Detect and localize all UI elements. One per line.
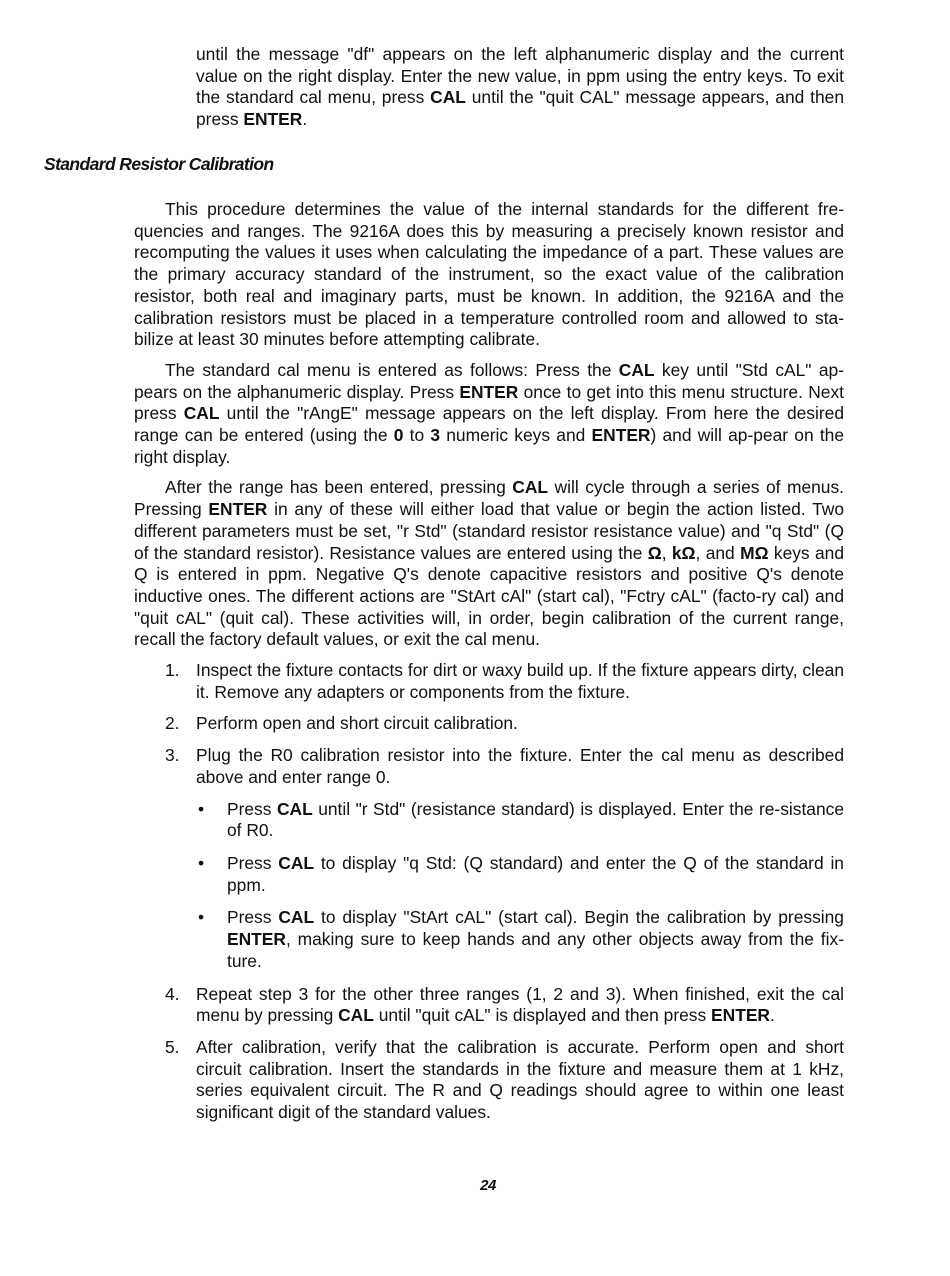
key-kohm: kΩ bbox=[671, 542, 696, 563]
step-text: Perform open and short circuit calibration. bbox=[196, 713, 518, 734]
para-text: until the "rAngE" message appears on the left display. From here the desired range can be entered (using the bbox=[134, 403, 845, 446]
bullet-text-part: until "r Std" (resistance standard) is displayed. Enter the re-sistance of R0. bbox=[227, 798, 844, 841]
step-number: 3. bbox=[165, 745, 180, 766]
step-text: After calibration, verify that the calibration is accurate. Perform open and short circuit calibration. Insert the standards in the fixture and measure them at 1 kHz, series equivalent circuit. The R and Q readings should agree to within one least significant digit of the standard values. bbox=[196, 1036, 844, 1123]
para-text: , and bbox=[695, 542, 741, 563]
key-cal: CAL bbox=[512, 477, 549, 498]
para-text: numeric keys and bbox=[440, 425, 592, 446]
bullet-text bbox=[227, 907, 844, 972]
bullet-text-part: , making sure to keep hands and any other objects away from the fix-ture. bbox=[227, 929, 844, 971]
step-item bbox=[134, 660, 844, 703]
para-text: once to get into this menu structure. Next press bbox=[134, 381, 844, 424]
intro-text: until the "quit CAL" message appears, and then press bbox=[196, 87, 844, 130]
key-cal: CAL bbox=[430, 87, 466, 108]
key-enter: ENTER bbox=[591, 425, 651, 446]
numbered-steps bbox=[134, 660, 844, 1124]
intro-text: until the message "df" appears on the left alphanumeric display and the current value on the right display. Enter the new value, in ppm using the entry keys. To exit the standard cal menu, press bbox=[196, 44, 844, 108]
bullet-list bbox=[196, 799, 844, 973]
bullet-item bbox=[196, 907, 844, 972]
bullet-text-part: to display "q Std: (Q standard) and enter the Q of the standard in ppm. bbox=[227, 852, 844, 895]
step-text: Plug the R0 calibration resistor into the fixture. Enter the cal menu as described above and enter range 0. bbox=[196, 745, 844, 787]
step-item bbox=[134, 745, 844, 972]
step-item bbox=[134, 984, 844, 1027]
key-cal: CAL bbox=[183, 403, 220, 424]
bullet-item bbox=[196, 799, 844, 842]
bullet-text bbox=[227, 799, 844, 842]
key-cal: CAL bbox=[276, 798, 313, 819]
page-number: 24 bbox=[480, 1177, 496, 1194]
bullet-marker: • bbox=[198, 798, 205, 819]
para-text: key until "Std cAL" ap-pears on the alphanumeric display. Press bbox=[134, 359, 844, 402]
bullet-marker: • bbox=[198, 852, 205, 873]
bullet-text-part: Press bbox=[227, 798, 277, 819]
intro-text: . bbox=[302, 109, 308, 130]
key-cal: CAL bbox=[338, 1005, 374, 1026]
step-number: 2. bbox=[165, 713, 180, 734]
key-mohm: MΩ bbox=[740, 542, 769, 563]
step-item bbox=[134, 713, 844, 735]
bullet-text-part: Press bbox=[227, 907, 279, 928]
key-0: 0 bbox=[393, 425, 404, 446]
bullet-marker: • bbox=[198, 907, 205, 928]
paragraph-procedure: This procedure determines the value of the internal standards for the different fre-quencies and ranges. The 9216A does this by measuring a precisely known resistor and recomputing the values it uses when calculating the impedance of a part. These values are the primary accuracy standard of the instrument, so the exact value of the calibration resistor, both real and imaginary parts, must be known. In addition, the 9216A and the calibration resistors must be placed in a temperature controlled room and allowed to sta-bilize at least 30 minutes before attempting calibrate. bbox=[134, 199, 844, 350]
bullet-text-part: to display "StArt cAL" (start cal). Begin the calibration by pressing bbox=[314, 907, 844, 928]
step-item bbox=[134, 1037, 844, 1124]
step-number: 1. bbox=[165, 660, 180, 681]
para-text: will cycle through a series of menus. Pressing bbox=[134, 477, 844, 520]
para-text: ) and will ap-pear on the right display. bbox=[134, 425, 845, 467]
step-text: Inspect the fixture contacts for dirt or waxy build up. If the fixture appears dirty, clean it. Remove any adapters or components from the fixture. bbox=[196, 660, 844, 702]
section-body bbox=[134, 199, 844, 1134]
key-enter: ENTER bbox=[711, 1005, 770, 1026]
key-enter: ENTER bbox=[459, 381, 519, 402]
step-text bbox=[196, 984, 844, 1027]
key-enter: ENTER bbox=[243, 109, 303, 130]
paragraph-menu-cycle bbox=[134, 477, 844, 651]
intro-paragraph bbox=[196, 44, 844, 131]
step-number: 4. bbox=[165, 983, 180, 1004]
bullet-text bbox=[227, 853, 844, 896]
paragraph-menu-entry bbox=[134, 360, 844, 469]
bullet-text-part: Press bbox=[227, 852, 279, 873]
key-cal: CAL bbox=[618, 359, 655, 380]
para-text: to bbox=[403, 425, 431, 446]
key-enter: ENTER bbox=[227, 929, 286, 950]
para-text: After the range has been entered, pressing bbox=[165, 477, 513, 498]
step-text-part: Repeat step 3 for the other three ranges (1, 2 and 3). When finished, exit the cal menu by pressing bbox=[196, 983, 844, 1026]
para-text: keys and Q is entered in ppm. Negative Q's denote capacitive resistors and positive Q's denote inductive ones. The different actions are "StArt cAl" (start cal), "Fctry cAL" (facto-ry cal) and "quit cAL" (quit cal). These activities will, in order, begin calibration of the current range, recall the factory default values, or exit the cal menu. bbox=[134, 542, 845, 650]
step-number: 5. bbox=[165, 1036, 180, 1057]
section-heading: Standard Resistor Calibration bbox=[44, 154, 274, 174]
key-cal: CAL bbox=[278, 907, 315, 928]
para-text: The standard cal menu is entered as follows: Press the bbox=[165, 359, 619, 380]
key-ohm: Ω bbox=[647, 542, 662, 563]
bullet-item bbox=[196, 853, 844, 896]
para-text: in any of these will either load that value or begin the action listed. Two different parameters must be set, "r Std" (standard resistor resistance value) and "q Std" (Q of the standard resistor). Resistance values are entered using the bbox=[134, 499, 844, 563]
key-enter: ENTER bbox=[208, 499, 268, 520]
step-text-part: . bbox=[769, 1005, 775, 1026]
key-cal: CAL bbox=[278, 852, 315, 873]
para-text: , bbox=[661, 542, 672, 563]
step-text-part: until "quit cAL" is displayed and then press bbox=[373, 1005, 712, 1026]
key-3: 3 bbox=[430, 425, 441, 446]
